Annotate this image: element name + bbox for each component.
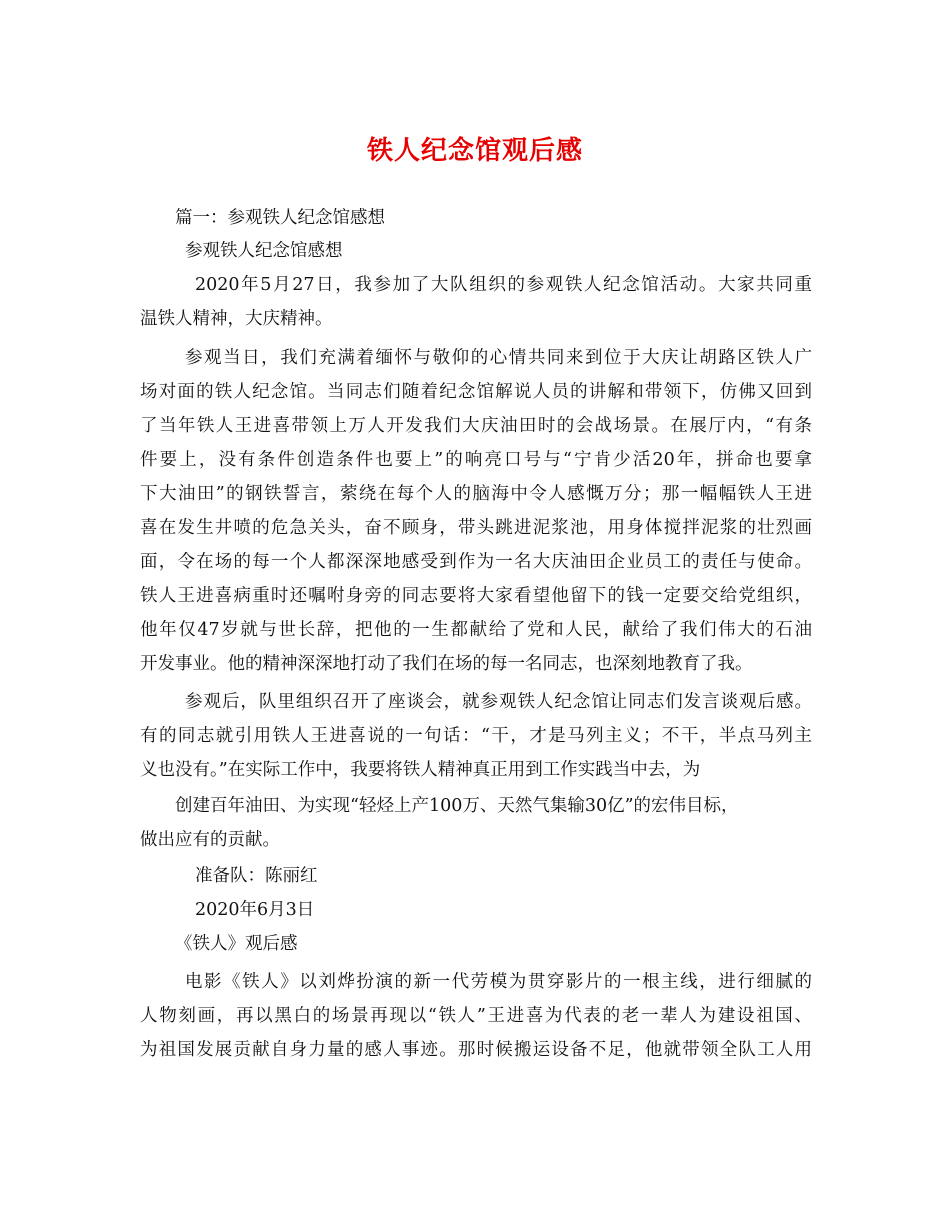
date-line: 2020年6月3日 — [195, 900, 315, 920]
section-heading: 篇一：参观铁人纪念馆感想 — [175, 208, 385, 228]
paragraph-line: 喜在发生井喷的危急关头，奋不顾身，带头跳进泥浆池，用身体搅拌泥浆的壮烈画 — [140, 518, 812, 538]
paragraph-line: 参观当日，我们充满着缅怀与敬仰的心情共同来到位于大庆让胡路区铁人广 — [185, 348, 812, 368]
paragraph-line: 人物刻画，再以黑白的场景再现以“铁人”王进喜为代表的老一辈人为建设祖国、 — [140, 1006, 812, 1026]
author-signature: 准备队：陈丽红 — [195, 866, 318, 886]
paragraph-line: 了当年铁人王进喜带领上万人开发我们大庆油田时的会战场景。在展厅内，“有条 — [140, 416, 812, 436]
paragraph-line: 为祖国发展贡献自身力量的感人事迹。那时候搬运设备不足，他就带领全队工人用 — [140, 1040, 812, 1060]
paragraph-line: 2020年5月27日，我参加了大队组织的参观铁人纪念馆活动。大家共同重 — [195, 275, 812, 295]
paragraph-line: 做出应有的贡献。 — [140, 830, 280, 850]
document-title: 铁人纪念馆观后感 — [366, 136, 583, 166]
paragraph-line: 电影《铁人》以刘烨扮演的新一代劳模为贯穿影片的一根主线，进行细腻的 — [185, 972, 812, 992]
paragraph-line: 温铁人精神，大庆精神。 — [140, 309, 333, 329]
paragraph-line: 件要上，没有条件创造条件也要上”的响亮口号与“宁肯少活20年，拼命也要拿 — [140, 450, 812, 470]
paragraph-line: 义也没有。”在实际工作中，我要将铁人精神真正用到工作实践当中去，为 — [140, 760, 701, 780]
paragraph-line: 参观后，队里组织召开了座谈会，就参观铁人纪念馆让同志们发言谈观后感。 — [185, 692, 812, 712]
paragraph-line: 铁人王进喜病重时还嘱咐身旁的同志要将大家看望他留下的钱一定要交给党组织， — [140, 586, 812, 606]
paragraph-line: 有的同志就引用铁人王进喜说的一句话：“干，才是马列主义；不干，半点马列主 — [140, 726, 812, 746]
paragraph-line: 下大油田”的钢铁誓言，萦绕在每个人的脑海中令人感慨万分；那一幅幅铁人王进 — [140, 484, 812, 504]
section-heading: 《铁人》观后感 — [175, 934, 298, 954]
subheading: 参观铁人纪念馆感想 — [185, 241, 343, 261]
paragraph-line: 场对面的铁人纪念馆。当同志们随着纪念馆解说人员的讲解和带领下，仿佛又回到 — [140, 382, 812, 402]
paragraph-line: 创建百年油田、为实现“轻烃上产100万、天然气集输30亿”的宏伟目标， — [175, 796, 739, 816]
paragraph-line: 他年仅47岁就与世长辞，把他的一生都献给了党和人民，献给了我们伟大的石油 — [140, 620, 812, 640]
paragraph-line: 面，令在场的每一个人都深深地感受到作为一名大庆油田企业员工的责任与使命。 — [140, 552, 812, 572]
paragraph-line: 开发事业。他的精神深深地打动了我们在场的每一名同志，也深刻地教育了我。 — [140, 654, 753, 674]
